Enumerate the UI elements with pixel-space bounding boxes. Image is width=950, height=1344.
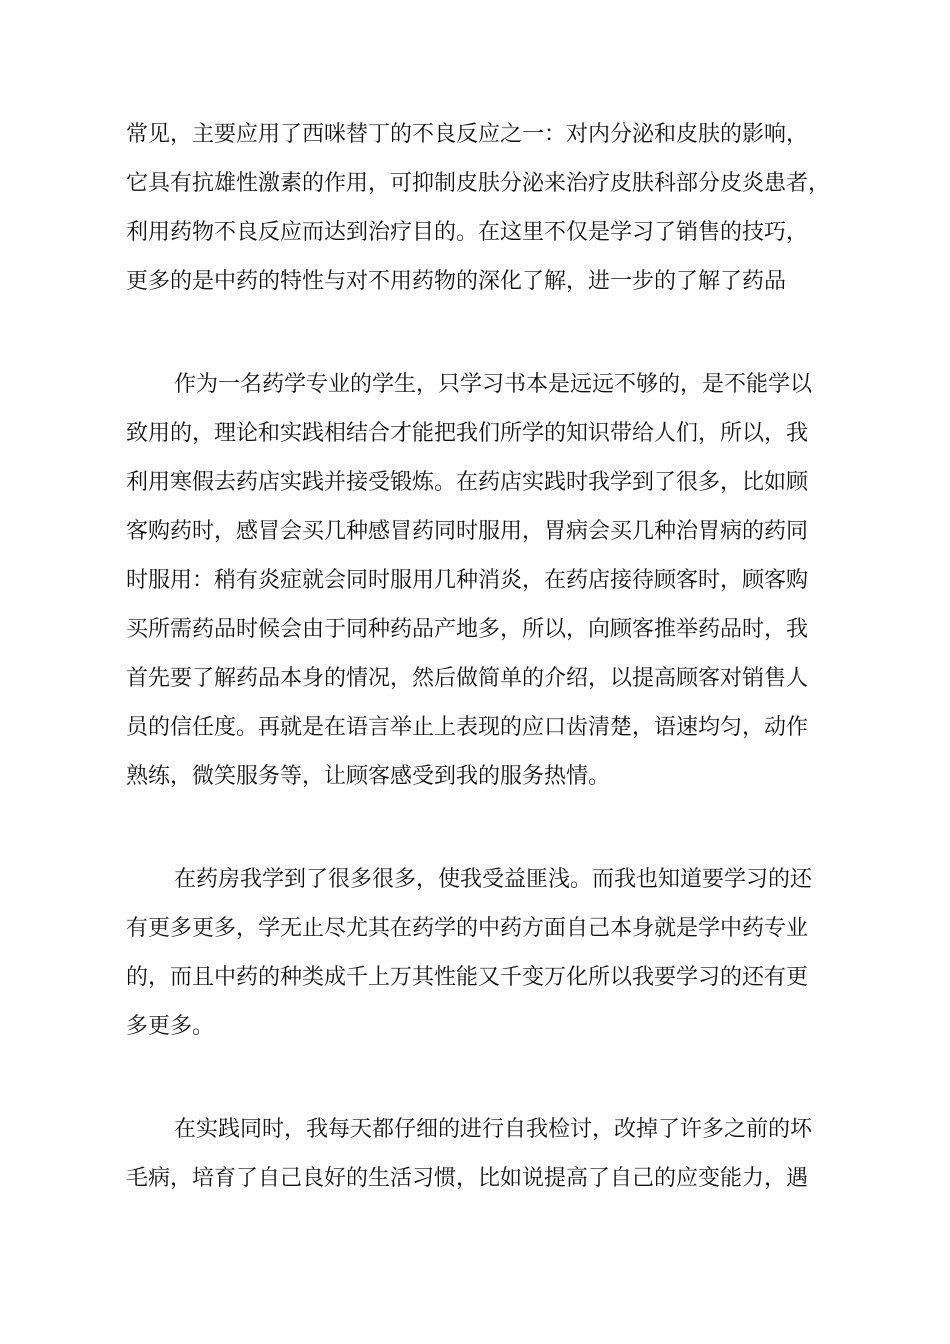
text-line: 有更多更多，学无止尽尤其在药学的中药方面自己本身就是学中药专业 [126,916,809,941]
text-line: 在实践同时，我每天都仔细的进行自我检讨，改掉了许多之前的坏 [174,1117,813,1142]
text-line: 毛病，培育了自己良好的生活习惯，比如说提高了自己的应变能力，遇 [126,1166,809,1191]
text-line: 利用寒假去药店实践并接受锻炼。在药店实践时我学到了很多，比如顾 [126,470,809,495]
text-line: 首先要了解药品本身的情况，然后做简单的介绍，以提高顾客对销售人 [126,666,809,691]
text-line: 买所需药品时候会由于同种药品产地多，所以，向顾客推举药品时，我 [126,617,809,642]
text-line: 致用的，理论和实践相结合才能把我们所学的知识带给人们，所以，我 [126,421,809,446]
text-line: 员的信任度。再就是在语言举止上表现的应口齿清楚，语速均匀，动作 [126,715,809,740]
text-line: 的，而且中药的种类成千上万其性能又千变万化所以我要学习的还有更 [126,965,809,990]
text-line: 它具有抗雄性激素的作用，可抑制皮肤分泌来治疗皮肤科部分皮炎患者， [126,171,831,196]
text-line: 作为一名药学专业的学生，只学习书本是远远不够的，是不能学以 [174,372,813,397]
text-line: 常见，主要应用了西咪替丁的不良反应之一：对内分泌和皮肤的影响， [126,122,809,147]
text-line: 多更多。 [126,1014,215,1039]
text-line: 更多的是中药的特性与对不用药物的深化了解，进一步的了解了药品 [126,269,787,294]
text-line: 熟练，微笑服务等，让顾客感受到我的服务热情。 [126,764,611,789]
text-line: 在药房我学到了很多很多，使我受益匪浅。而我也知道要学习的还 [174,867,813,892]
text-line: 客购药时，感冒会买几种感冒药同时服用，胃病会买几种治胃病的药同 [126,519,809,544]
text-line: 时服用：稍有炎症就会同时服用几种消炎，在药店接待顾客时，顾客购 [126,568,809,593]
text-line: 利用药物不良反应而达到治疗目的。在这里不仅是学习了销售的技巧， [126,220,809,245]
